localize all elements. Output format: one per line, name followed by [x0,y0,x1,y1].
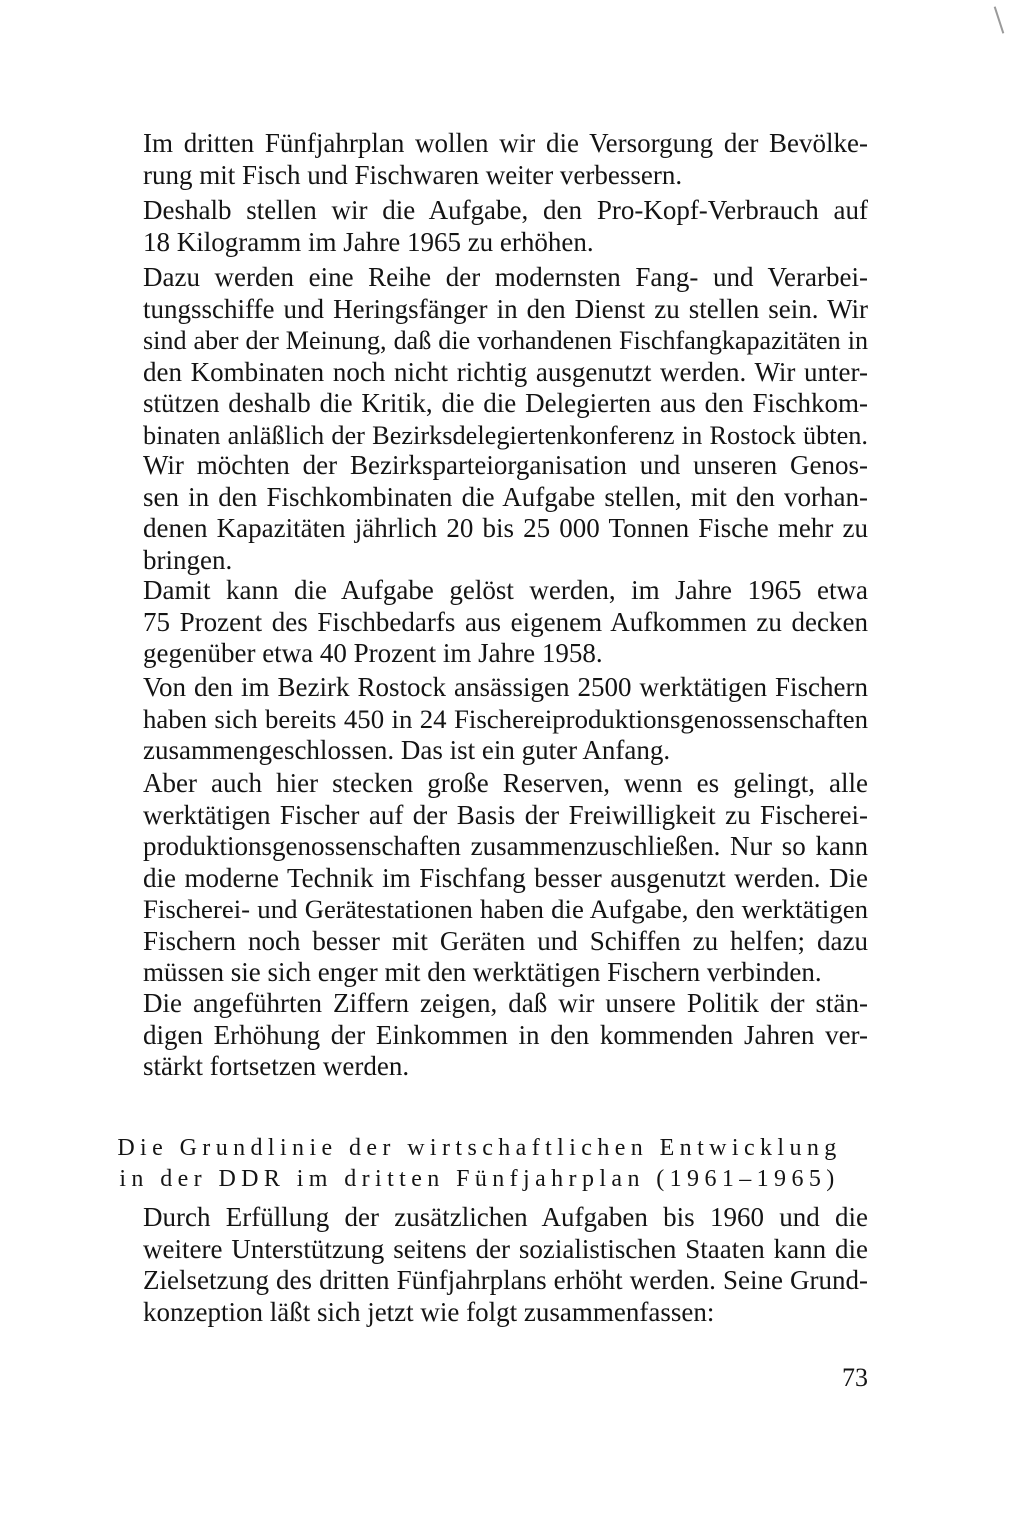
text-line: Fischern noch besser mit Geräten und Schiffen zu helfen; dazu [143,925,868,956]
text-line: Aber auch hier stecken große Reserven, wenn es gelingt, alle [143,768,868,798]
text-line: stärkt fortsetzen werden. [143,1051,410,1081]
text-line: sind aber der Meinung, daß die vorhandenen Fischfangkapazitäten in [143,326,868,355]
document-page [117,0,868,1539]
text-line: gegenüber etwa 40 Prozent im Jahre 1958. [143,638,603,668]
text-line: haben sich bereits 450 in 24 Fischereiproduktionsgenossenschaften [143,703,868,734]
text-line: zusammengeschlossen. Das ist ein guter Anfang. [143,735,671,765]
text-line: bringen. [143,544,233,575]
text-line: binaten anläßlich der Bezirksdelegiertenkonferenz in Rostock übten. [143,420,868,450]
paragraph-6 [143,672,868,767]
text-line: stützen deshalb die Kritik, die die Delegierten aus den Fischkom- [143,388,868,418]
paragraph-4 [143,450,868,576]
text-line: Im dritten Fünfjahrplan wollen wir die Versorgung der Bevölke- [143,128,868,158]
text-line: Zielsetzung des dritten Fünfjahrplans erhöht werden. Seine Grund- [143,1265,868,1295]
paragraph-2 [143,195,868,258]
text-line: 18 Kilogramm im Jahre 1965 zu erhöhen. [143,226,594,257]
text-line: Die angeführten Ziffern zeigen, daß wir unsere Politik der stän- [143,988,868,1018]
section-heading [117,1133,842,1195]
text-line: Fischerei- und Gerätestationen haben die Aufgabe, den werktätigen [143,894,868,924]
text-line: digen Erhöhung der Einkommen in den kommenden Jahren ver- [143,1019,868,1050]
text-line: Deshalb stellen wir die Aufgabe, den Pro-Kopf-Verbrauch auf [143,195,868,225]
paragraph-7 [143,768,868,989]
text-line: rung mit Fisch und Fischwaren weiter verbessern. [143,159,683,190]
text-line: werktätigen Fischer auf der Basis der Freiwilligkeit zu Fischerei- [143,799,868,830]
page-number: 73 [842,1363,868,1392]
text-line: produktionsgenossenschaften zusammenzuschließen. Nur so kann [143,831,868,861]
paragraph-5 [143,575,868,670]
paragraph-8 [143,988,868,1083]
text-line: Wir möchten der Bezirksparteiorganisation und unseren Genos- [143,450,868,480]
paragraph-3 [143,262,868,451]
text-line: müssen sie sich enger mit den werktätigen Fischern verbinden. [143,957,822,987]
heading-line: in der DDR im dritten Fünfjahrplan (1961–1965) [119,1166,840,1192]
text-line: 75 Prozent des Fischbedarfs aus eigenem Aufkommen zu decken [143,606,868,637]
page-edge-mark [994,6,1005,33]
text-line: Dazu werden eine Reihe der modernsten Fang- und Verarbei- [143,262,868,292]
text-line: sen in den Fischkombinaten die Aufgabe stellen, mit den vorhan- [143,481,868,512]
paragraph-1 [143,128,868,191]
text-line: Durch Erfüllung der zusätzlichen Aufgaben bis 1960 und die [143,1202,868,1232]
text-line: Damit kann die Aufgabe gelöst werden, im Jahre 1965 etwa [143,575,868,605]
text-line: den Kombinaten noch nicht richtig ausgenutzt werden. Wir unter- [143,356,868,387]
text-line: denen Kapazitäten jährlich 20 bis 25 000 Tonnen Fische mehr zu [143,513,868,543]
text-line: tungsschiffe und Heringsfänger in den Dienst zu stellen sein. Wir [143,293,868,324]
text-line: Von den im Bezirk Rostock ansässigen 2500 werktätigen Fischern [143,672,868,702]
closing-paragraph [143,1202,868,1328]
text-line: weitere Unterstützung seitens der sozialistischen Staaten kann die [143,1233,868,1264]
text-line: die moderne Technik im Fischfang besser ausgenutzt werden. Die [143,862,868,893]
text-line: konzeption läßt sich jetzt wie folgt zusammenfassen: [143,1296,715,1327]
heading-line: Die Grundlinie der wirtschaftlichen Entwicklung [117,1135,842,1161]
